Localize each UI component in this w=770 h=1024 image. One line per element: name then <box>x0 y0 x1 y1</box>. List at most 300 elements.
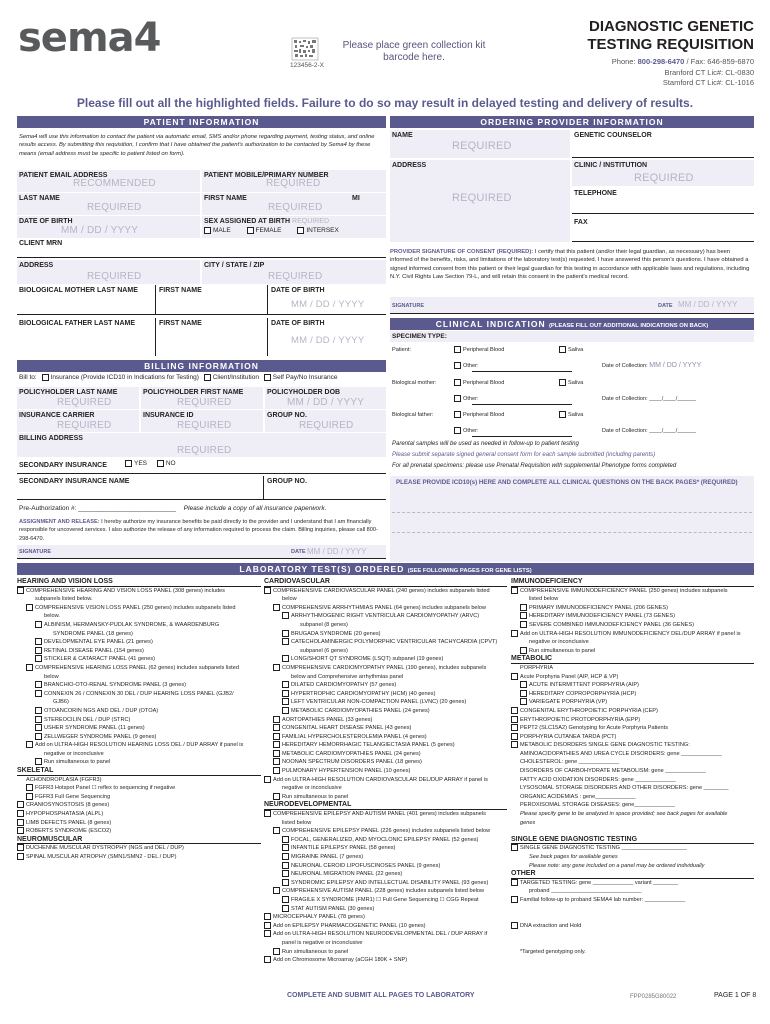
test-option <box>264 948 507 957</box>
bio-mother-row <box>17 285 386 315</box>
test-label: CONGENITAL HEART DISEASE PANEL (43 genes) <box>282 725 412 732</box>
insurance-carrier-field[interactable] <box>17 410 139 432</box>
icd10-box[interactable] <box>390 476 754 562</box>
test-checkbox[interactable] <box>520 690 527 697</box>
test-checkbox[interactable] <box>511 896 518 903</box>
test-option <box>264 836 507 845</box>
test-option <box>17 655 261 664</box>
carrier-hint: REQUIRED <box>57 420 112 431</box>
test-option-text <box>17 673 261 682</box>
test-checkbox[interactable] <box>35 647 42 654</box>
mother-saliva-checkbox[interactable] <box>559 379 566 386</box>
first-name-hint: REQUIRED <box>268 202 323 213</box>
secondary-name-label: SECONDARY INSURANCE NAME <box>19 478 130 485</box>
test-checkbox[interactable] <box>273 793 280 800</box>
father-saliva-checkbox[interactable] <box>559 411 566 418</box>
test-checkbox[interactable] <box>511 844 518 851</box>
mother-other-option <box>454 395 479 403</box>
client-mrn-field[interactable] <box>17 238 386 258</box>
test-option <box>511 587 754 596</box>
test-label: GJB6) <box>53 699 69 706</box>
test-option <box>511 690 754 699</box>
test-checkbox[interactable] <box>520 604 527 611</box>
patient-saliva-option <box>559 346 583 354</box>
test-label: listed below <box>282 819 312 826</box>
test-option <box>17 664 261 673</box>
test-option <box>511 673 754 682</box>
test-option <box>17 793 261 802</box>
test-option <box>264 862 507 871</box>
provider-signature-label: SIGNATURE <box>392 303 424 309</box>
barcode-id: 123456-2-X <box>290 62 324 69</box>
test-checkbox[interactable] <box>511 707 518 714</box>
test-option <box>511 612 754 621</box>
patient-other-checkbox[interactable] <box>454 362 461 369</box>
test-checkbox[interactable] <box>35 733 42 740</box>
sex-intersex-checkbox[interactable] <box>297 227 304 234</box>
telephone-field[interactable] <box>572 188 754 214</box>
test-label: PEROXISOMAL STORAGE DISEASES: gene_____________ <box>520 802 675 809</box>
parental-note: Parental samples will be used as needed in follow-up to patient testing <box>392 441 579 447</box>
test-checkbox[interactable] <box>35 758 42 765</box>
provider-signature-field[interactable] <box>390 297 754 314</box>
test-checkbox[interactable] <box>520 647 527 654</box>
test-label: panel is negative or inconclusive <box>282 939 363 946</box>
test-category-heading: CARDIOVASCULAR <box>264 578 507 587</box>
test-checkbox[interactable] <box>273 716 280 723</box>
phone-number: 800-298-6470 <box>637 57 685 66</box>
test-label: LYSOSOMAL STORAGE DISORDERS AND OTHER DISORDERS: gene ________ <box>520 785 729 792</box>
test-checkbox[interactable] <box>511 879 518 886</box>
test-label: SPINAL MUSCULAR ATROPHY (SMN1/SMN2 - DEL / DUP) <box>26 854 177 860</box>
test-checkbox[interactable] <box>282 905 289 912</box>
dob-field[interactable] <box>17 216 200 238</box>
test-option <box>17 853 261 862</box>
patient-mobile-field[interactable] <box>202 170 386 192</box>
barcode-instruction: Please place green collection kit barcode here. <box>342 40 486 63</box>
icd10-note: PLEASE PROVIDE ICD10(s) HERE AND COMPLETE ALL CLINICAL QUESTIONS ON THE BACK PAGES* (REQUIRED) <box>396 479 738 486</box>
test-checkbox[interactable] <box>264 913 271 920</box>
test-label: METABOLIC CARDIOMYOPATHIES PANEL (24 genes) <box>291 707 430 714</box>
policyholder-dob-field[interactable] <box>265 387 386 409</box>
test-checkbox[interactable] <box>520 612 527 619</box>
test-checkbox[interactable] <box>282 707 289 714</box>
test-option <box>264 922 507 931</box>
no-label: NO <box>165 460 176 468</box>
bill-selfpay-checkbox[interactable] <box>264 374 271 381</box>
test-checkbox[interactable] <box>273 604 280 611</box>
billing-address-label: BILLING ADDRESS <box>19 435 83 442</box>
test-checkbox[interactable] <box>35 690 42 697</box>
ph-last-hint: REQUIRED <box>57 397 112 408</box>
bio-father-first-label: FIRST NAME <box>159 320 202 327</box>
test-checkbox[interactable] <box>273 741 280 748</box>
blood-label: Peripheral Blood <box>463 412 505 418</box>
test-checkbox[interactable] <box>26 793 33 800</box>
test-label: Please note: any gene included on a panel may be ordered individually <box>529 862 705 869</box>
test-option-text <box>264 647 507 656</box>
test-label: STICKLER & CATARACT PANEL (41 genes) <box>44 656 155 663</box>
test-category-heading: IMMUNODEFICIENCY <box>511 578 754 587</box>
saliva-label: Saliva <box>568 347 584 353</box>
test-checkbox[interactable] <box>520 621 527 628</box>
patient-disclaimer: Sema4 will use this information to contact the patient via automatic email, SMS and/or phone regarding payment, testing status, and online results access. By submitting this requisition, I confirm that I have obtained the patient's authorization to be contacted by Sema4 by these means (email address must be specific to patient listed on form). <box>19 134 375 157</box>
bio-mother-dob-label: DATE OF BIRTH <box>271 287 325 294</box>
bio-mother-dob-hint: MM / DD / YYYY <box>291 299 365 310</box>
test-label: negative or inconclusive <box>529 639 589 646</box>
test-checkbox[interactable] <box>17 844 24 851</box>
submit-all-pages: COMPLETE AND SUBMIT ALL PAGES TO LABORATORY <box>287 992 475 999</box>
address-label: ADDRESS <box>19 262 54 269</box>
group-hint: REQUIRED <box>299 420 354 431</box>
test-option <box>264 844 507 853</box>
secondary-no-checkbox[interactable] <box>157 460 164 467</box>
lab-column-genetic-sensory <box>17 578 261 862</box>
test-label: LIMB DEFECTS PANEL (8 genes) <box>26 819 112 826</box>
billing-address-field[interactable] <box>17 433 386 457</box>
test-label: FGFR3 Full Gene Sequencing <box>35 793 111 800</box>
test-option-text <box>511 862 754 871</box>
lab-title: LABORATORY TEST(S) ORDERED <box>239 564 405 574</box>
test-option-text <box>264 595 507 604</box>
test-option <box>511 716 754 725</box>
test-checkbox[interactable] <box>17 853 24 860</box>
test-label: COMPREHENSIVE HEARING LOSS PANEL (62 genes) includes subpanels listed <box>35 664 239 671</box>
test-label: ERYTHROPOIETIC PROTOPORPHYRIA (EPP) <box>520 716 641 723</box>
lab-tests-header <box>17 563 754 575</box>
patient-blood-checkbox[interactable] <box>454 346 461 353</box>
test-option <box>264 810 507 819</box>
spacer <box>511 930 754 939</box>
bio-mother-first-label: FIRST NAME <box>159 287 202 294</box>
test-option-text <box>511 595 754 604</box>
sex-options <box>204 227 339 236</box>
test-checkbox[interactable] <box>273 827 280 834</box>
test-checkbox[interactable] <box>273 724 280 731</box>
provider-name-label: NAME <box>392 132 413 139</box>
test-option <box>511 630 754 639</box>
test-checkbox[interactable] <box>17 587 24 594</box>
bill-client-checkbox[interactable] <box>204 374 211 381</box>
test-option <box>264 896 507 905</box>
test-checkbox[interactable] <box>520 681 527 688</box>
address-field[interactable] <box>17 260 200 284</box>
banner-warning: Please fill out all the highlighted fields. Failure to do so may result in delayed testing and delivery of results. <box>76 96 694 110</box>
test-checkbox[interactable] <box>282 690 289 697</box>
father-saliva-option <box>559 411 583 419</box>
patient-specimen-label: Patient: <box>392 347 411 353</box>
clinic-label: CLINIC / INSTITUTION <box>574 162 648 169</box>
mother-other-checkbox[interactable] <box>454 395 461 402</box>
carrier-label: INSURANCE CARRIER <box>19 412 95 419</box>
test-checkbox[interactable] <box>282 870 289 877</box>
mother-specimen-label: Biological mother: <box>392 380 437 386</box>
test-checkbox[interactable] <box>17 810 24 817</box>
test-option-text <box>511 801 754 810</box>
bill-to-row <box>19 374 337 383</box>
test-label: Acute Porphyria Panel (AIP, HCP & VP) <box>520 673 619 680</box>
father-specimen-label: Biological father: <box>392 412 434 418</box>
father-blood-checkbox[interactable] <box>454 411 461 418</box>
test-checkbox[interactable] <box>17 819 24 826</box>
provider-date-hint: MM / DD / YYYY <box>678 300 738 309</box>
test-option <box>17 604 261 613</box>
test-label: *Targeted genotyping only. <box>520 948 586 955</box>
specimen-label: SPECIMEN TYPE: <box>392 333 447 340</box>
test-option <box>264 681 507 690</box>
test-label: DEVELOPMENTAL EYE PANEL (21 genes) <box>44 639 153 646</box>
saliva-label: Saliva <box>568 380 584 386</box>
test-option-text <box>511 767 754 776</box>
test-label: FGFR3 Hotspot Panel ☐ reflex to sequencing if negative <box>35 785 176 792</box>
test-checkbox[interactable] <box>282 879 289 886</box>
test-checkbox[interactable] <box>35 621 42 628</box>
test-label: NEURONAL MIGRATION PANEL (22 genes) <box>291 871 403 878</box>
test-label: MIGRAINE PANEL (7 genes) <box>291 854 364 860</box>
bill-to-label: Bill to: <box>19 374 37 382</box>
billing-info-header: BILLING INFORMATION <box>17 360 386 372</box>
test-label: LEFT VENTRICULAR NON-COMPACTION PANEL (LVNC) (20 genes) <box>291 699 467 706</box>
test-category-heading: SINGLE GENE DIAGNOSTIC TESTING <box>511 836 754 845</box>
test-checkbox[interactable] <box>520 698 527 705</box>
test-label: COMPREHENSIVE ARRHYTHMIAS PANEL (64 genes) includes subpanels below <box>282 604 486 611</box>
test-option-text <box>511 638 754 647</box>
test-option-text <box>264 621 507 630</box>
test-checkbox[interactable] <box>273 733 280 740</box>
test-checkbox[interactable] <box>511 630 518 637</box>
billing-date-label: DATE <box>291 549 306 555</box>
mother-blood-checkbox[interactable] <box>454 379 461 386</box>
lab-column-cardio-neuro <box>264 578 507 965</box>
test-label: NEURONAL CEROID LIPOFUSCINOSES PANEL (9 genes) <box>291 862 441 869</box>
test-label: PULMONARY HYPERTENSION PANEL (10 genes) <box>282 768 411 775</box>
bio-father-label: BIOLOGICAL FATHER LAST NAME <box>19 320 136 327</box>
test-label: Add on ULTRA-HIGH RESOLUTION CARDIOVASCULAR DEL/DUP ARRAY if panel is <box>273 776 488 783</box>
telephone-label: TELEPHONE <box>574 190 617 197</box>
policyholder-last-field[interactable] <box>17 387 139 409</box>
test-label: INFANTILE EPILEPSY PANEL (58 genes) <box>291 845 396 852</box>
test-label: Add on EPILEPSY PHARMACOGENETIC PANEL (10 genes) <box>273 922 426 929</box>
test-checkbox[interactable] <box>264 930 271 937</box>
ph-last-label: POLICYHOLDER LAST NAME <box>19 389 118 396</box>
test-label: SYNDROME PANEL (18 genes) <box>53 630 133 637</box>
stamford-license: Stamford CT Lic#: CL-1016 <box>662 78 754 87</box>
test-checkbox[interactable] <box>35 707 42 714</box>
collection-date-label: Date of Collection: <box>602 363 648 369</box>
test-checkbox[interactable] <box>511 673 518 680</box>
form-title-line2: TESTING REQUISITION <box>587 36 754 53</box>
test-checkbox[interactable] <box>511 587 518 594</box>
dob-hint: MM / DD / YYYY <box>61 225 139 236</box>
test-option <box>17 784 261 793</box>
test-label: ACUTE INTERMITTENT PORPHYRIA (AIP) <box>529 682 639 689</box>
sema4-logo: sema4 <box>18 15 161 61</box>
group-label: GROUP NO. <box>267 412 307 419</box>
ins-id-hint: REQUIRED <box>177 420 232 431</box>
test-label: FOCAL, GENERALIZED, AND MYOCLONIC EPILEPSY PANEL (52 genes) <box>291 836 479 843</box>
test-checkbox[interactable] <box>511 716 518 723</box>
test-option <box>17 844 261 853</box>
branford-license: Branford CT Lic#: CL-0830 <box>664 68 754 77</box>
test-checkbox[interactable] <box>282 836 289 843</box>
bill-insurance-label: Insurance (Provide ICD10 in Indications for Testing) <box>50 374 199 382</box>
test-checkbox[interactable] <box>26 604 33 611</box>
father-other-checkbox[interactable] <box>454 427 461 434</box>
test-checkbox[interactable] <box>273 664 280 671</box>
mother-collection-date: Date of Collection: ____/____/______ <box>602 396 696 402</box>
test-checkbox[interactable] <box>273 750 280 757</box>
test-checkbox[interactable] <box>282 612 289 619</box>
test-category-heading: OTHER <box>511 870 754 879</box>
test-label: OTOANCORIN NGS AND DEL / DUP (OTOA) <box>44 707 159 714</box>
last-name-field[interactable] <box>17 193 200 215</box>
test-category-heading: SKELETAL <box>17 767 261 776</box>
secondary-options <box>125 460 176 469</box>
test-option <box>17 587 261 596</box>
test-option <box>17 690 261 699</box>
test-option <box>17 758 261 767</box>
test-checkbox[interactable] <box>282 638 289 645</box>
test-checkbox[interactable] <box>264 810 271 817</box>
bio-father-row <box>17 318 386 356</box>
patient-saliva-checkbox[interactable] <box>559 346 566 353</box>
test-option <box>511 604 754 613</box>
test-checkbox[interactable] <box>282 681 289 688</box>
test-option <box>17 707 261 716</box>
test-category-heading: METABOLIC <box>511 655 754 664</box>
test-option <box>511 698 754 707</box>
test-checkbox[interactable] <box>17 801 24 808</box>
test-checkbox[interactable] <box>511 733 518 740</box>
spacer <box>511 827 754 836</box>
ph-first-label: POLICYHOLDER FIRST NAME <box>143 389 244 396</box>
clinic-field[interactable] <box>572 160 754 186</box>
test-option <box>264 767 507 776</box>
test-checkbox[interactable] <box>35 681 42 688</box>
group-no-field[interactable] <box>265 410 386 432</box>
genetic-counselor-field[interactable] <box>572 130 754 158</box>
test-checkbox[interactable] <box>282 853 289 860</box>
secondary-yes-checkbox[interactable] <box>125 460 132 467</box>
fax-label: FAX <box>574 219 588 226</box>
preauth-label[interactable]: Pre-Authorization #: ___________________________ <box>19 505 176 512</box>
ph-first-hint: REQUIRED <box>177 397 232 408</box>
test-checkbox[interactable] <box>282 844 289 851</box>
test-option <box>264 776 507 785</box>
test-checkbox[interactable] <box>273 887 280 894</box>
first-name-field[interactable] <box>202 193 386 215</box>
test-label: DILATED CARDIOMYOPATHY (57 genes) <box>291 682 397 689</box>
patient-other-line <box>472 371 572 372</box>
secondary-label: SECONDARY INSURANCE <box>19 462 107 469</box>
test-label: USHER SYNDROME PANEL (11 genes) <box>44 725 145 732</box>
test-checkbox[interactable] <box>273 948 280 955</box>
patient-email-field[interactable] <box>17 170 200 192</box>
test-checkbox[interactable] <box>35 655 42 662</box>
ph-dob-label: POLICYHOLDER DOB <box>267 389 341 396</box>
divider <box>267 318 268 356</box>
test-checkbox[interactable] <box>282 698 289 705</box>
sex-field[interactable] <box>202 216 386 238</box>
fax-field[interactable] <box>572 217 754 242</box>
test-label: subpanels listed below. <box>35 596 93 603</box>
separate-consent-note: Please submit separate signed general consent form for each sample submitted (including parents) <box>392 452 656 458</box>
sex-female-checkbox[interactable] <box>247 227 254 234</box>
test-label: genes <box>520 819 536 826</box>
bill-insurance-checkbox[interactable] <box>42 374 49 381</box>
test-checkbox[interactable] <box>264 922 271 929</box>
billing-signature-field[interactable] <box>17 545 386 559</box>
test-checkbox[interactable] <box>273 758 280 765</box>
test-checkbox[interactable] <box>282 630 289 637</box>
test-checkbox[interactable] <box>273 767 280 774</box>
test-checkbox[interactable] <box>17 827 24 834</box>
test-checkbox[interactable] <box>264 776 271 783</box>
test-label: CHOLESTEROL: gene _____________ <box>520 759 620 766</box>
test-option <box>264 879 507 888</box>
specimen-type-row <box>390 331 754 342</box>
insurance-id-field[interactable] <box>141 410 263 432</box>
sex-male-checkbox[interactable] <box>204 227 211 234</box>
collection-date-hint: MM / DD / YYYY <box>649 362 702 369</box>
test-label: HEREDITARY IMMUNODEFICIENCY PANEL (73 GENES) <box>529 613 675 620</box>
billing-date-hint: MM / DD / YYYY <box>307 547 367 556</box>
test-option <box>264 793 507 802</box>
test-checkbox[interactable] <box>282 896 289 903</box>
assignment-label: ASSIGNMENT AND RELEASE: <box>19 519 100 525</box>
clinical-subtitle: (PLEASE FILL OUT ADDITIONAL INDICATIONS ON BACK) <box>549 323 709 329</box>
father-collection-date: Date of Collection: ____/____/______ <box>602 428 696 434</box>
test-checkbox[interactable] <box>264 956 271 963</box>
test-checkbox[interactable] <box>282 655 289 662</box>
test-option-text <box>264 819 507 828</box>
test-label: COMPREHENSIVE EPILEPSY PANEL (226 genes) includes subpanels listed below <box>282 828 491 835</box>
ins-id-label: INSURANCE ID <box>143 412 194 419</box>
test-checkbox[interactable] <box>26 664 33 671</box>
test-label: Run simultaneous to panel <box>529 647 596 654</box>
blood-label: Peripheral Blood <box>463 380 505 386</box>
provider-date-label: DATE <box>658 303 673 309</box>
test-checkbox[interactable] <box>264 587 271 594</box>
test-option-text <box>511 819 754 828</box>
city-hint: REQUIRED <box>268 271 323 282</box>
contact-phone-fax <box>520 57 754 66</box>
test-checkbox[interactable] <box>511 922 518 929</box>
test-option-text <box>17 776 261 785</box>
test-checkbox[interactable] <box>282 862 289 869</box>
test-option <box>264 612 507 621</box>
test-label: Add on ULTRA-HIGH RESOLUTION HEARING LOSS DEL / DUP ARRAY if panel is <box>35 742 244 749</box>
test-label: Run simultaneous to panel <box>44 759 111 766</box>
test-checkbox[interactable] <box>35 638 42 645</box>
test-label: subpanel (8 genes) <box>300 621 348 628</box>
test-option-text <box>511 664 754 673</box>
test-checkbox[interactable] <box>26 784 33 791</box>
provider-address-field[interactable] <box>390 160 570 242</box>
email-label: PATIENT EMAIL ADDRESS <box>19 172 108 179</box>
test-checkbox[interactable] <box>35 724 42 731</box>
test-label: BRANCHIO-OTO-RENAL SYNDROME PANEL (3 genes) <box>44 682 187 689</box>
test-label: SEVERE COMBINED IMMUNODEFICIENCY PANEL (36 GENES) <box>529 621 694 628</box>
consent-label: PROVIDER SIGNATURE OF CONSENT (REQUIRED): <box>390 249 534 255</box>
city-state-zip-field[interactable] <box>202 260 386 284</box>
provider-name-field[interactable] <box>390 130 570 158</box>
test-checkbox[interactable] <box>35 716 42 723</box>
test-checkbox[interactable] <box>26 741 33 748</box>
test-checkbox[interactable] <box>511 741 518 748</box>
test-checkbox[interactable] <box>511 724 518 731</box>
policyholder-first-field[interactable] <box>141 387 263 409</box>
